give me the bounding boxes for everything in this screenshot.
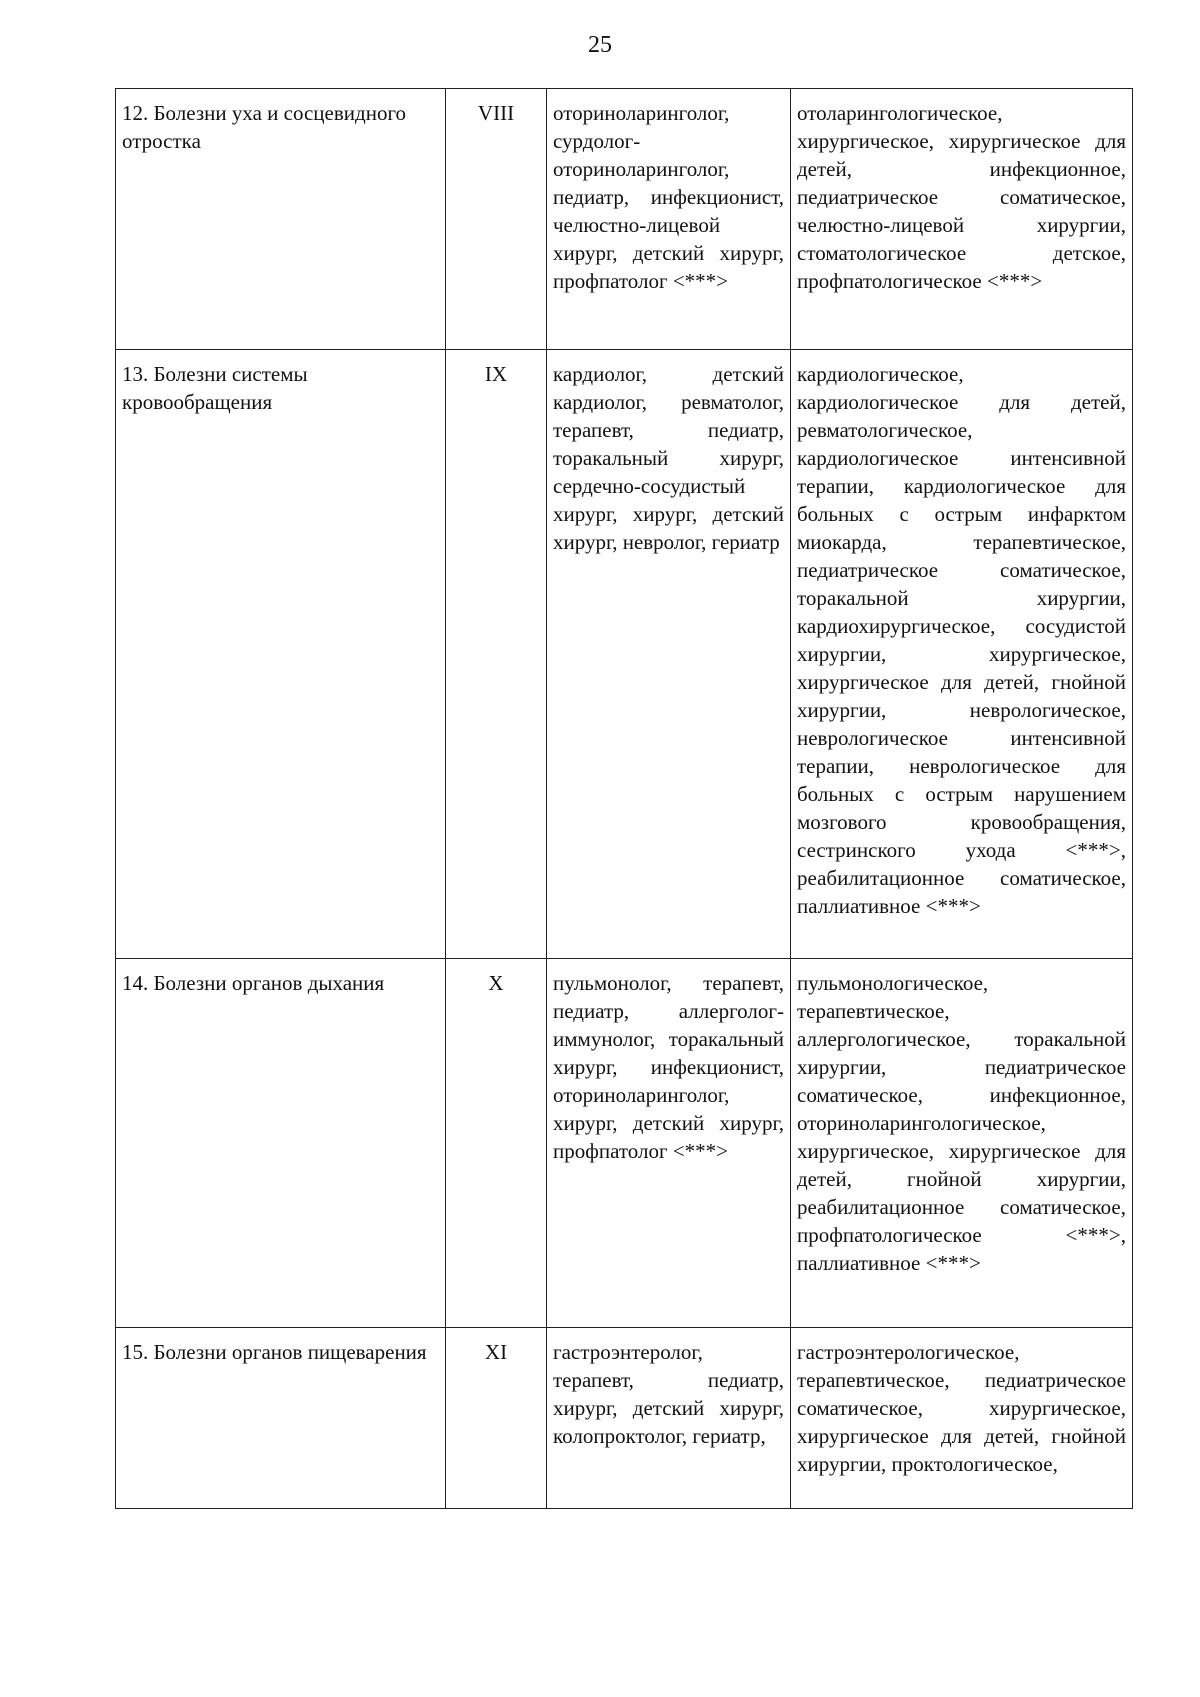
disease-class-cell [446, 959, 547, 1328]
disease-name-cell [116, 350, 446, 959]
disease-class-cell [446, 350, 547, 959]
table-row-ear-diseases [116, 89, 1133, 350]
specialists-cell [547, 350, 791, 959]
specialists-cell [547, 959, 791, 1328]
departments-cell [791, 1328, 1133, 1509]
disease-name: 13. Болезни системы кровообращения [122, 362, 308, 414]
disease-name-cell [116, 1328, 446, 1509]
departments-list: кардиологическое, кардиологическое для детей, ревматологическое, кардиологическое интенсивной терапии, кардиологическое для больных с острым инфарктом миокарда, терапевтическое, педиатрическое соматическое, торакальной хирургии, кардиохирургическое, сосудистой хирургии, хирургическое, хирургическое для детей, гнойной хирургии, неврологическое, неврологическое интенсивной терапии, неврологическое для больных с острым нарушением мозгового кровообращения, сестринского ухода <***>, реабилитационное соматическое, паллиативное <***> [797, 362, 1126, 918]
disease-name-cell [116, 89, 446, 350]
specialists-list: гастроэнтеролог, терапевт, педиатр, хирург, детский хирург, колопроктолог, гериатр, [553, 1340, 784, 1448]
disease-class: X [488, 971, 504, 995]
table-row-digestive-diseases [116, 1328, 1133, 1509]
specialists-list: оториноларинголог, сурдолог-оториноларинголог, педиатр, инфекционист, челюстно-лицевой хирург, детский хирург, профпатолог <***> [553, 101, 784, 293]
specialists-list: пульмонолог, терапевт, педиатр, аллерголог-иммунолог, торакальный хирург, инфекционист, оториноларинголог, хирург, детский хирург, профпатолог <***> [553, 971, 784, 1163]
specialists-cell [547, 1328, 791, 1509]
disease-class: IX [484, 362, 508, 386]
disease-class-cell [446, 1328, 547, 1509]
departments-cell [791, 350, 1133, 959]
disease-class-cell [446, 89, 547, 350]
departments-list: отоларингологическое, хирургическое, хирургическое для детей, инфекционное, педиатрическое соматическое, челюстно-лицевой хирургии, стоматологическое детское, профпатологическое <***> [797, 101, 1126, 293]
departments-cell [791, 89, 1133, 350]
departments-list: гастроэнтерологическое, терапевтическое, педиатрическое соматическое, хирургическое, хирургическое для детей, гнойной хирургии, проктологическое, [797, 1340, 1126, 1476]
departments-list: пульмонологическое, терапевтическое, аллергологическое, торакальной хирургии, педиатрическое соматическое, инфекционное, оториноларингологическое, хирургическое, хирургическое для детей, гнойной хирургии, реабилитационное соматическое, профпатологическое <***>, паллиативное <***> [797, 971, 1126, 1275]
disease-class: XI [484, 1340, 508, 1364]
disease-profile-table [115, 88, 1133, 1509]
disease-name-cell [116, 959, 446, 1328]
specialists-list: кардиолог, детский кардиолог, ревматолог, терапевт, педиатр, торакальный хирург, сердечно-сосудистый хирург, хирург, детский хирург, невролог, гериатр [553, 362, 784, 554]
departments-cell [791, 959, 1133, 1328]
disease-class: VIII [477, 101, 515, 125]
specialists-cell [547, 89, 791, 350]
disease-name: 12. Болезни уха и сосцевидного отростка [122, 101, 407, 153]
table-row-circulatory-diseases [116, 350, 1133, 959]
table-row-respiratory-diseases [116, 959, 1133, 1328]
disease-name: 15. Болезни органов пищеварения [122, 1340, 427, 1364]
disease-name: 14. Болезни органов дыхания [122, 971, 385, 995]
page-number: 25 [588, 32, 612, 58]
